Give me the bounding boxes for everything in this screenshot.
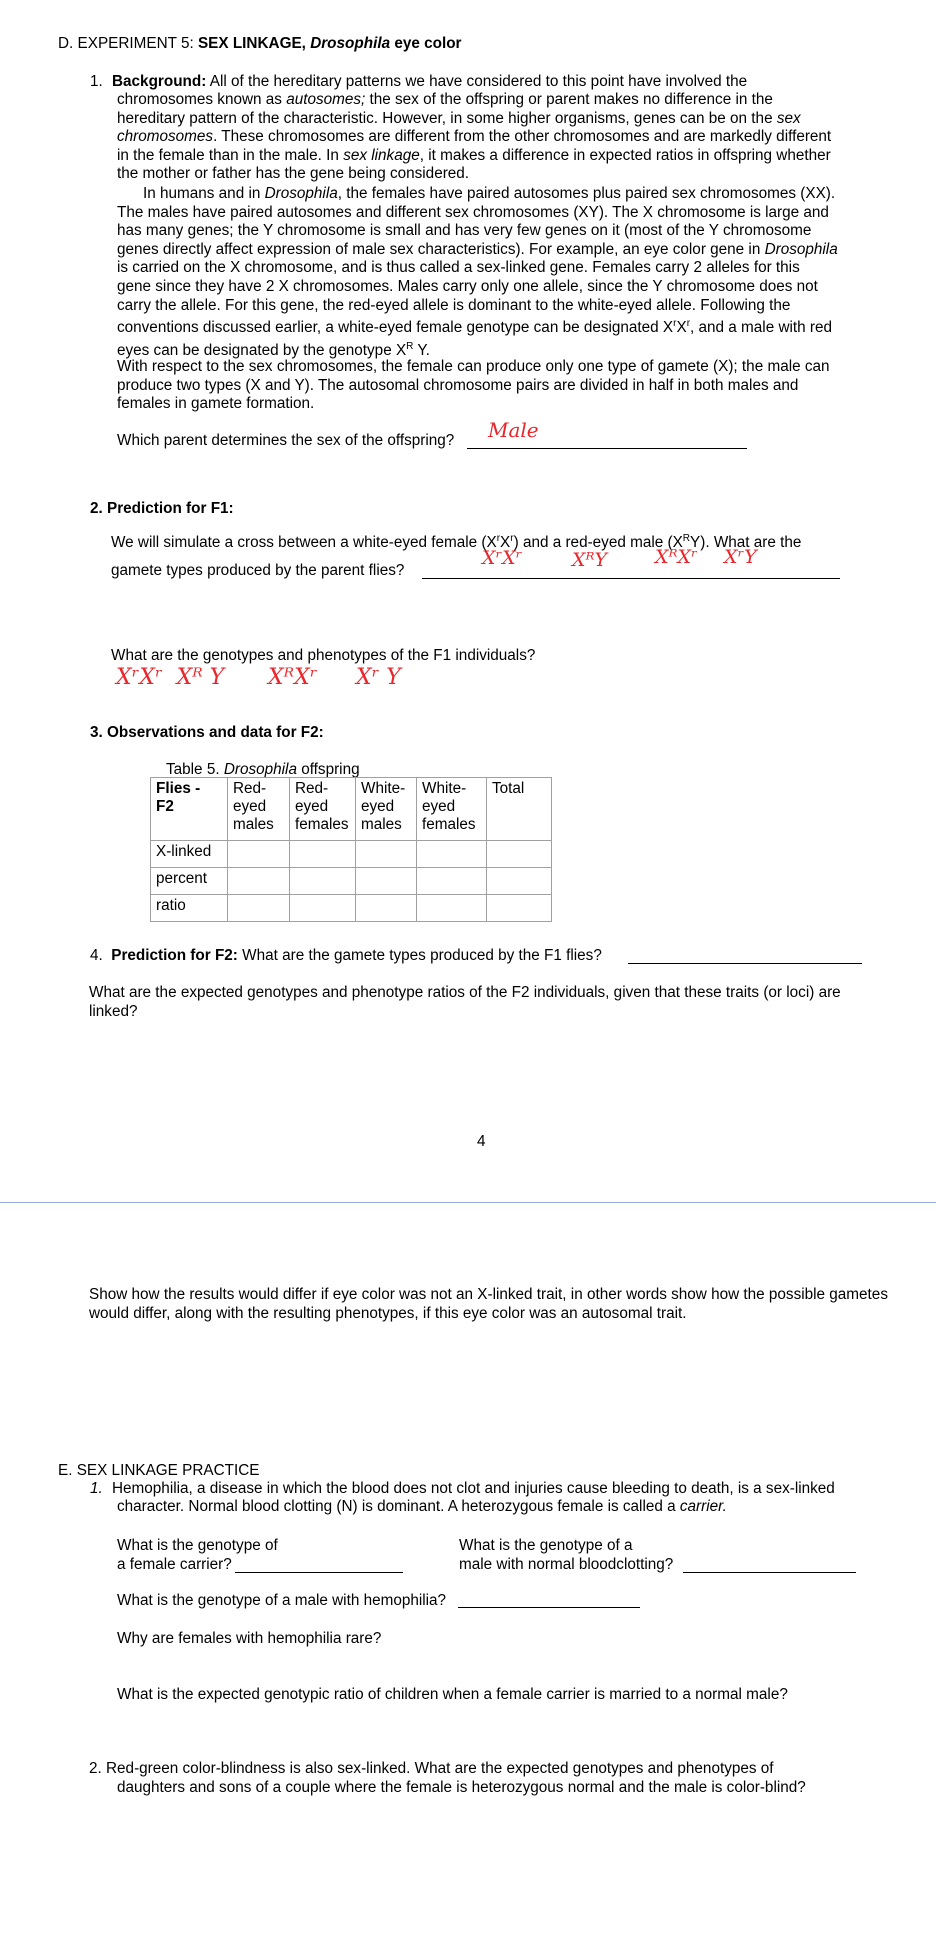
table-row: [151, 895, 552, 922]
header-red-males: Red-eyed males: [228, 778, 290, 841]
q1-number: 1.: [90, 1480, 103, 1497]
table-cell[interactable]: [356, 841, 417, 868]
handwritten-f1-1: XʳXʳ Xᴿ Y: [116, 665, 225, 690]
row-label-ratio: ratio: [151, 895, 228, 922]
header-total: Total: [487, 778, 552, 841]
table-cell[interactable]: [356, 868, 417, 895]
section-e-heading: E. SEX LINKAGE PRACTICE: [58, 1462, 260, 1479]
background-paragraph-3: With respect to the sex chromosomes, the female can produce only one type of gamete (X); the male can produce two types (X and Y). The autosomal chromosome pairs are divided in half in both males and females in gamete formation.: [117, 358, 830, 413]
sex-determination-question: Which parent determines the sex of the offspring?: [117, 432, 455, 449]
handwritten-gamete-2: XᴿY: [572, 549, 608, 571]
header-white-males: White-eyed males: [356, 778, 417, 841]
handwritten-f1-3: Xʳ Y: [356, 665, 401, 690]
normal-male-answer-line[interactable]: [683, 1572, 856, 1573]
table-row: [151, 841, 552, 868]
prediction-f1-heading: 2. Prediction for F1:: [90, 500, 234, 517]
table-cell[interactable]: [290, 841, 356, 868]
normal-male-question: What is the genotype of a male with normal bloodclotting?: [459, 1537, 674, 1573]
hemophilia-male-answer-line[interactable]: [458, 1607, 640, 1608]
table-cell[interactable]: [417, 841, 487, 868]
header-red-females: Red-eyed females: [290, 778, 356, 841]
handwritten-gamete-3: XᴿXʳ: [655, 546, 698, 568]
background-paragraph-1: Background: All of the hereditary patterns we have considered to this point have involved the: [112, 73, 748, 90]
background-paragraph-1-cont: chromosomes known as autosomes; the sex of the offspring or parent makes no difference in the hereditary pattern of the characteristic. However, in some higher organisms, genes can be on the sex chromosomes. These chromosomes are different from the other chromosomes and are markedly different in the female than in the male. In sex linkage, it makes a difference in expected ratios in offspring whether the mother or father has the gene being considered.: [117, 91, 832, 183]
row-label-x-linked: X-linked: [151, 841, 228, 868]
hemophilia-description: Hemophilia, a disease in which the blood does not clot and injuries cause bleeding to death, is a sex-linked: [112, 1480, 835, 1497]
page-separator: [0, 1202, 936, 1203]
table-cell[interactable]: [417, 895, 487, 922]
observations-heading: 3. Observations and data for F2:: [90, 724, 324, 741]
page-number: 4: [477, 1133, 486, 1150]
table-cell[interactable]: [356, 895, 417, 922]
table-cell[interactable]: [487, 841, 552, 868]
table-cell[interactable]: [487, 895, 552, 922]
table-row: [151, 868, 552, 895]
carrier-question: What is the genotype of a female carrier?: [117, 1537, 278, 1573]
prediction-f2: 4. Prediction for F2: What are the gamete types produced by the F1 flies?: [90, 947, 602, 964]
table-header-row: [151, 778, 552, 841]
table-cell[interactable]: [290, 868, 356, 895]
gamete-question: gamete types produced by the parent flies?: [111, 562, 405, 579]
f2-gamete-answer-line[interactable]: [628, 963, 862, 964]
ratio-question: What is the expected genotypic ratio of children when a female carrier is married to a normal male?: [117, 1686, 788, 1703]
section-d-heading: D. EXPERIMENT 5: SEX LINKAGE, Drosophila eye color: [58, 35, 462, 52]
table-cell[interactable]: [417, 868, 487, 895]
table-cell[interactable]: [228, 895, 290, 922]
header-white-females: White-eyed females: [417, 778, 487, 841]
carrier-answer-line[interactable]: [235, 1572, 403, 1573]
table-caption: Table 5. Drosophila offspring: [166, 761, 360, 778]
row-label-percent: percent: [151, 868, 228, 895]
hemophilia-male-question: What is the genotype of a male with hemophilia?: [117, 1592, 447, 1609]
table-cell[interactable]: [228, 841, 290, 868]
background-paragraph-2: In humans and in Drosophila, the females have paired autosomes plus paired sex chromosomes (XX). The males have paired autosomes and different sex chromosomes (XY). The X chromosome is large and has many genes; the Y chromosome is small and has very few genes on it (most of the Y chromosome genes directly affect expression of male sex characteristics). For example, an eye color gene in Drosophila is carried on the X chromosome, and is thus called a sex-linked gene. Females carry 2 alleles for this gene since they have 2 X chromosomes. Males carry only one allele, since the Y chromosome does not carry the allele. For this gene, the red-eyed allele is dominant to the white-eyed allele. Following the conventions discussed earlier, a white-eyed female genotype can be designated $X^rX^r$, and a male with red eyes can be designated by the genotype $X^R$ Y.: [117, 185, 838, 359]
cross-description: We will simulate a cross between a white-eyed female $(X^rX^r)$ and a red-eyed male $(X^RY)$. What are the: [111, 533, 802, 552]
table-cell[interactable]: [487, 868, 552, 895]
offspring-table: [150, 777, 552, 922]
color-blindness-question: 2. Red-green color-blindness is also sex-linked. What are the expected genotypes and phenotypes of daughters and sons of a couple where the female is heterozygous normal and the male is color-blind?: [89, 1760, 806, 1796]
handwritten-answer-male: Male: [488, 418, 539, 442]
rare-question: Why are females with hemophilia rare?: [117, 1630, 382, 1647]
table-cell[interactable]: [290, 895, 356, 922]
autosomal-question: Show how the results would differ if eye color was not an X-linked trait, in other words show how the possible gametes would differ, along with the resulting phenotypes, if this eye color was an autosomal trait.: [89, 1286, 888, 1322]
hemophilia-description-cont: character. Normal blood clotting (N) is dominant. A heterozygous female is called a carrier.: [117, 1498, 727, 1515]
table-cell[interactable]: [228, 868, 290, 895]
header-flies: Flies - F2: [151, 778, 228, 841]
answer-line[interactable]: [467, 448, 747, 449]
f2-question: What are the expected genotypes and phenotype ratios of the F2 individuals, given that these traits (or loci) are linked?: [89, 984, 841, 1020]
handwritten-gamete-1: XʳXʳ: [482, 547, 523, 569]
handwritten-gamete-4: XʳY: [724, 546, 757, 568]
gamete-answer-line[interactable]: [422, 578, 840, 579]
background-number: 1.: [90, 73, 103, 90]
handwritten-f1-2: XᴿXʳ: [268, 665, 318, 690]
f1-question: What are the genotypes and phenotypes of the F1 individuals?: [111, 647, 536, 664]
